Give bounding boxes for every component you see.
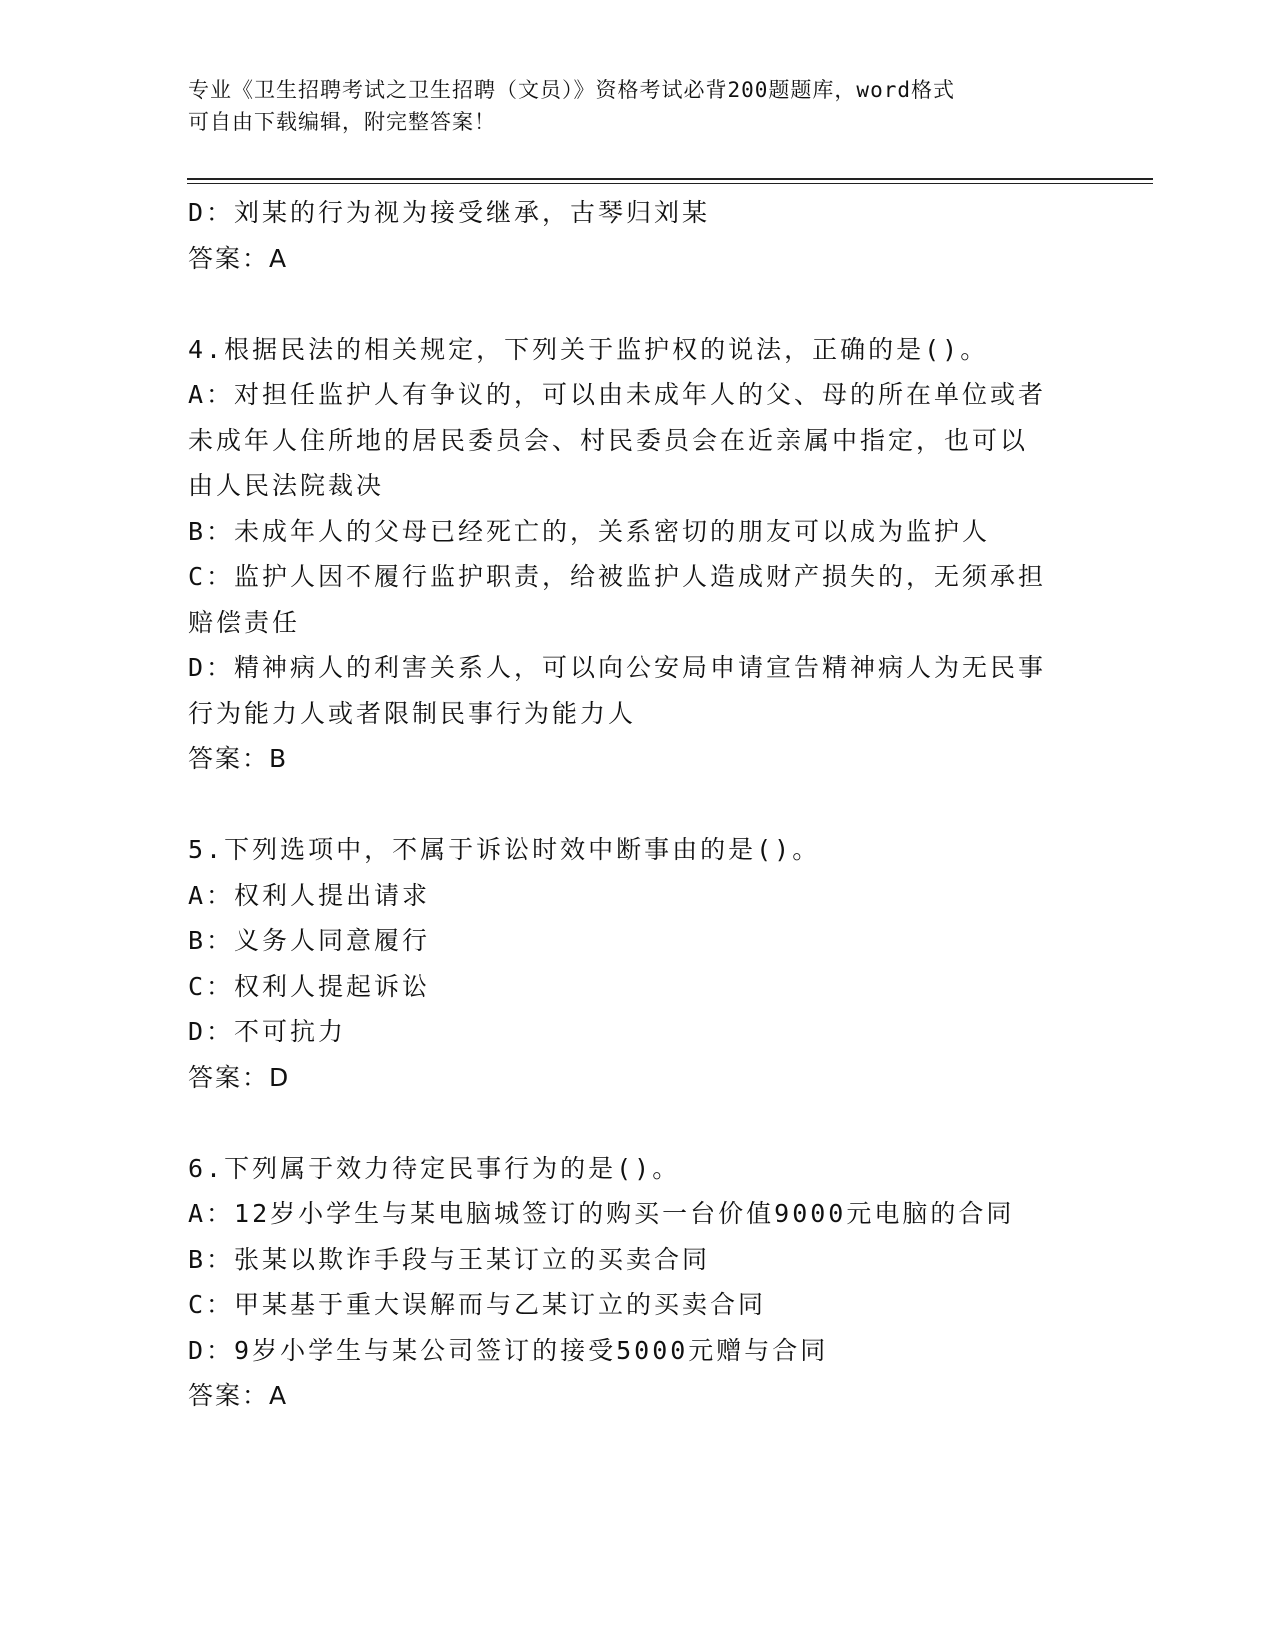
option-d-cont: 行为能力人或者限制民事行为能力人 [188,698,637,728]
option-c: C：权利人提起诉讼 [188,971,431,1001]
question-5 [188,827,1108,1100]
option-a-cont: 由人民法院裁决 [188,471,385,500]
document-header [188,74,1068,138]
option-c-cont: 赔偿责任 [188,607,301,637]
option-c: C：监护人因不履行监护职责，给被监护人造成财产损失的，无须承担 [188,562,1047,591]
question-stem: 5.下列选项中，不属于诉讼时效中断事由的是()。 [188,835,821,864]
option-d: D：精神病人的利害关系人，可以向公安局申请宣告精神病人为无民事 [188,653,1047,682]
question-3-tail [188,190,1108,281]
header-divider-thick [187,178,1153,180]
answer: 答案：B [188,744,289,773]
option-a: A：12岁小学生与某电脑城签订的购买一台价值9000元电脑的合同 [188,1199,1015,1228]
option-a: A：权利人提出请求 [188,880,431,910]
spacer [188,281,1108,327]
question-stem: 6.下列属于效力待定民事行为的是()。 [188,1153,681,1183]
answer: 答案：A [188,243,289,273]
option-d: D：刘某的行为视为接受继承，古琴归刘某 [188,198,711,227]
option-a: A：对担任监护人有争议的，可以由未成年人的父、母的所在单位或者 [188,380,1047,409]
option-a-cont: 未成年人住所地的居民委员会、村民委员会在近亲属中指定，也可以 [188,425,1029,455]
spacer [188,782,1108,828]
option-d: D：9岁小学生与某公司签订的接受5000元赠与合同 [188,1335,829,1365]
option-b: B：张某以欺诈手段与王某订立的买卖合同 [188,1244,711,1274]
header-line-1: 专业《卫生招聘考试之卫生招聘（文员）》资格考试必背200题题库，word格式 [188,78,955,102]
question-list [188,190,1108,1419]
question-stem: 4.根据民法的相关规定，下列关于监护权的说法，正确的是()。 [188,334,989,364]
header-divider-thin [187,183,1153,184]
question-6 [188,1146,1108,1419]
answer: 答案：D [188,1062,291,1092]
option-b: B：义务人同意履行 [188,926,431,955]
option-d: D：不可抗力 [188,1017,347,1046]
question-4 [188,327,1108,782]
option-b: B：未成年人的父母已经死亡的，关系密切的朋友可以成为监护人 [188,516,991,546]
spacer [188,1100,1108,1146]
answer: 答案：A [188,1381,289,1410]
option-c: C：甲某基于重大误解而与乙某订立的买卖合同 [188,1290,767,1319]
header-line-2: 可自由下载编辑，附完整答案！ [188,110,496,134]
